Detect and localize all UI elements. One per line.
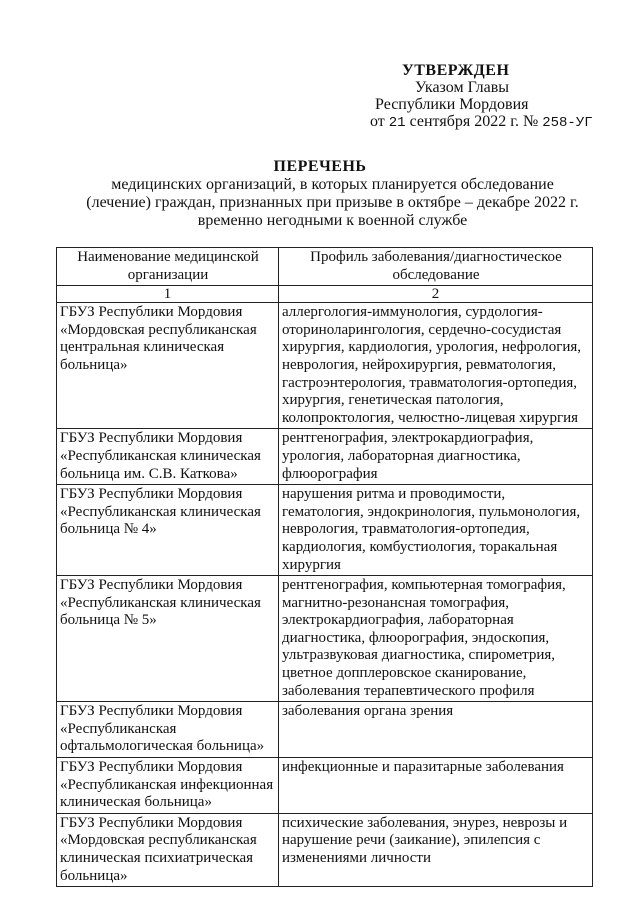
col-number-2: 2 bbox=[279, 286, 593, 303]
approval-date-line bbox=[340, 113, 600, 132]
table-row bbox=[57, 303, 593, 429]
col-header-profile: Профиль заболевания/диагностическое обследование bbox=[279, 248, 593, 286]
column-number-row bbox=[57, 286, 593, 303]
organizations-table bbox=[56, 247, 593, 887]
organization-cell: ГБУЗ Республики Мордовия «Республиканская клиническая больница № 4» bbox=[57, 485, 279, 576]
profile-cell: рентгенография, компьютерная томография, магнитно-резонансная томография, электрокардиография, лабораторная диагностика, флюорография, эндоскопия, ультразвуковая диагностика, спирометрия, цветное допплеровское сканирование, заболевания терапевтического профиля bbox=[279, 576, 593, 702]
approval-block bbox=[340, 62, 600, 132]
profile-cell: заболевания органа зрения bbox=[279, 702, 593, 758]
document-subtitle: медицинских организаций, в которых планируется обследование (лечение) граждан, признанных при призыве в октябре – декабре 2022 г. временно негодными к военной службе bbox=[86, 176, 579, 229]
organization-cell: ГБУЗ Республики Мордовия «Республиканская клиническая больница им. С.В. Каткова» bbox=[57, 429, 279, 485]
organization-cell: ГБУЗ Республики Мордовия «Мордовская республиканская клиническая психиатрическая больница» bbox=[57, 813, 279, 886]
table-row bbox=[57, 702, 593, 758]
table-row bbox=[57, 485, 593, 576]
table-row bbox=[57, 576, 593, 702]
approval-heading: УТВЕРЖДЕН bbox=[402, 62, 510, 79]
table-header-row bbox=[57, 248, 593, 286]
decree-number: 258-УГ bbox=[542, 115, 593, 131]
profile-cell: рентгенография, электрокардиография, урология, лабораторная диагностика, флюорография bbox=[279, 429, 593, 485]
table-row bbox=[57, 429, 593, 485]
col-number-1: 1 bbox=[57, 286, 279, 303]
date-day: 21 bbox=[388, 115, 406, 131]
date-middle: сентября 2022 г. № bbox=[405, 113, 543, 130]
organization-cell: ГБУЗ Республики Мордовия «Мордовская республиканская центральная клиническая больница» bbox=[57, 303, 279, 429]
profile-cell: психические заболевания, энурез, неврозы и нарушение речи (заикание), эпилепсия с изменениями личности bbox=[279, 813, 593, 886]
date-prefix: от bbox=[370, 113, 389, 130]
profile-cell: аллергология-иммунология, сурдология-оториноларингология, сердечно-сосудистая хирургия, кардиология, урология, нефрология, неврология, нейрохирургия, ревматология, гастроэнтерология, травматология-ортопедия, хирургия, генетическая патология, колопроктология, челюстно-лицевая хирургия bbox=[279, 303, 593, 429]
col-header-organization: Наименование медицинской организации bbox=[57, 248, 279, 286]
profile-cell: нарушения ритма и проводимости, гематология, эндокринология, пульмонология, неврология, травматология-ортопедия, кардиология, комбустиология, торакальная хирургия bbox=[279, 485, 593, 576]
organization-cell: ГБУЗ Республики Мордовия «Республиканская инфекционная клиническая больница» bbox=[57, 758, 279, 814]
approval-line-republic: Республики Мордовия bbox=[375, 96, 529, 113]
profile-cell: инфекционные и паразитарные заболевания bbox=[279, 758, 593, 814]
table-row bbox=[57, 758, 593, 814]
approval-line-decree: Указом Главы bbox=[415, 79, 510, 96]
document-title: ПЕРЕЧЕНЬ bbox=[273, 158, 367, 175]
organization-cell: ГБУЗ Республики Мордовия «Республиканская клиническая больница № 5» bbox=[57, 576, 279, 702]
table-row bbox=[57, 813, 593, 886]
organization-cell: ГБУЗ Республики Мордовия «Республиканская офтальмологическая больница» bbox=[57, 702, 279, 758]
